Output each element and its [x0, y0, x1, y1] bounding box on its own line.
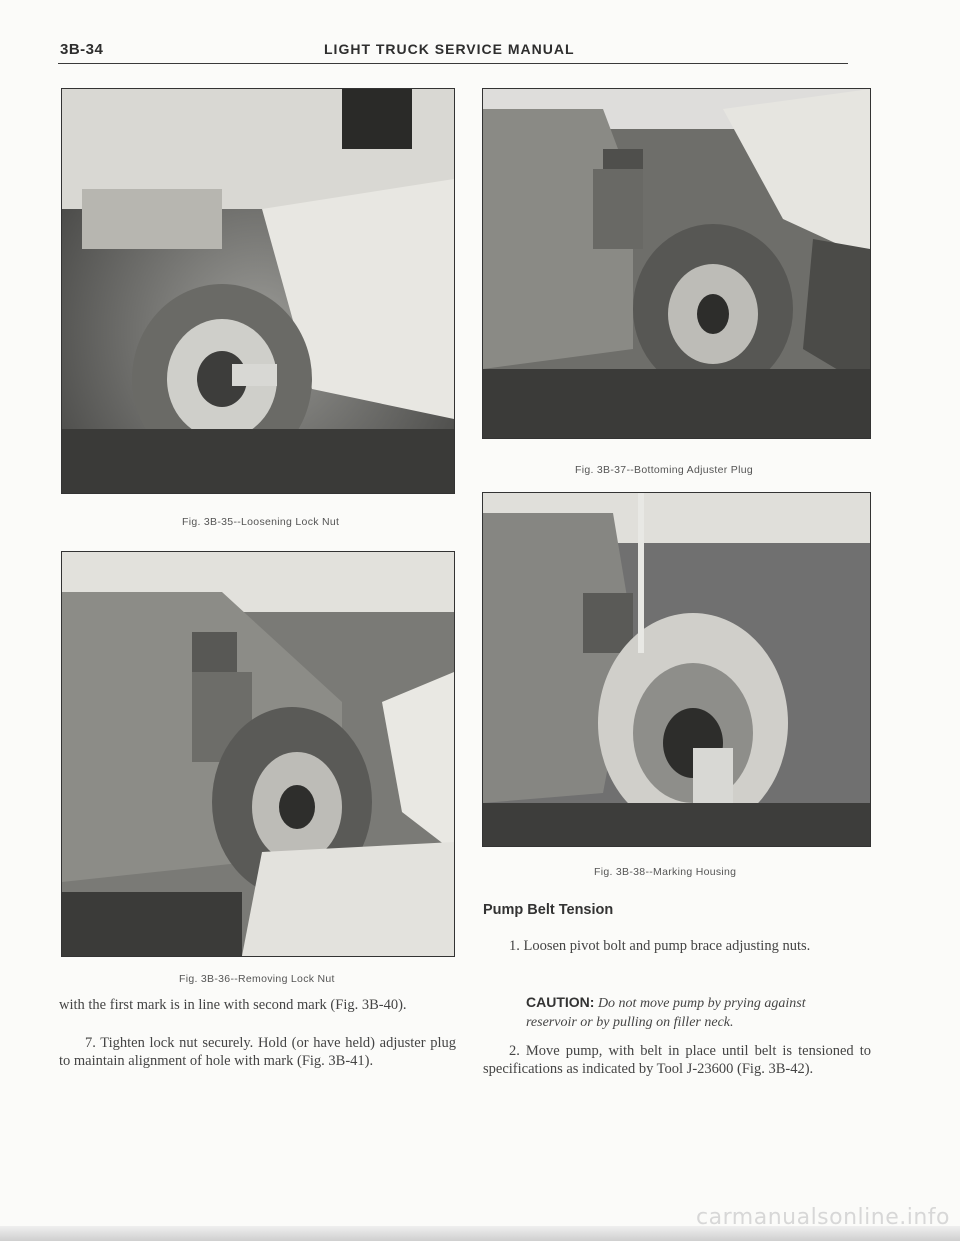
step-1-text: 1. Loosen pivot bolt and pump brace adjusting nuts. — [509, 938, 811, 954]
page-header — [58, 33, 848, 64]
section-heading-pump-belt-tension: Pump Belt Tension — [483, 902, 614, 918]
figure-3b-37-caption: Fig. 3B-37--Bottoming Adjuster Plug — [575, 464, 753, 476]
figure-3b-37-photo — [482, 88, 871, 439]
continued-paragraph: with the first mark is in line with second mark (Fig. 3B-40). — [59, 997, 407, 1013]
step-7-text: 7. Tighten lock nut securely. Hold (or have held) adjuster plug to maintain alignment of hole with mark (Fig. 3B-41). — [59, 1035, 456, 1069]
figure-3b-36-photo — [61, 551, 455, 957]
figure-3b-35-photo — [61, 88, 455, 494]
caution-note — [526, 993, 856, 1032]
figure-3b-35-caption: Fig. 3B-35--Loosening Lock Nut — [182, 516, 340, 528]
figure-3b-38-caption: Fig. 3B-38--Marking Housing — [594, 866, 737, 878]
step-7-paragraph — [59, 1034, 456, 1070]
step-1-paragraph — [483, 937, 871, 955]
caution-label: CAUTION: — [526, 994, 595, 1010]
figure-3b-38-photo — [482, 492, 871, 847]
step-2-paragraph — [483, 1042, 871, 1078]
figure-3b-36-caption: Fig. 3B-36--Removing Lock Nut — [179, 973, 335, 985]
running-title: LIGHT TRUCK SERVICE MANUAL — [324, 41, 575, 57]
watermark: carmanualsonline.info — [696, 1205, 950, 1230]
caution-text: Do not move pump by prying against reservoir or by pulling on filler neck. — [526, 996, 806, 1030]
page-number: 3B-34 — [60, 41, 104, 58]
step-2-text: 2. Move pump, with belt in place until belt is tensioned to specifications as indicated by Tool J-23600 (Fig. 3B-42). — [483, 1043, 871, 1077]
